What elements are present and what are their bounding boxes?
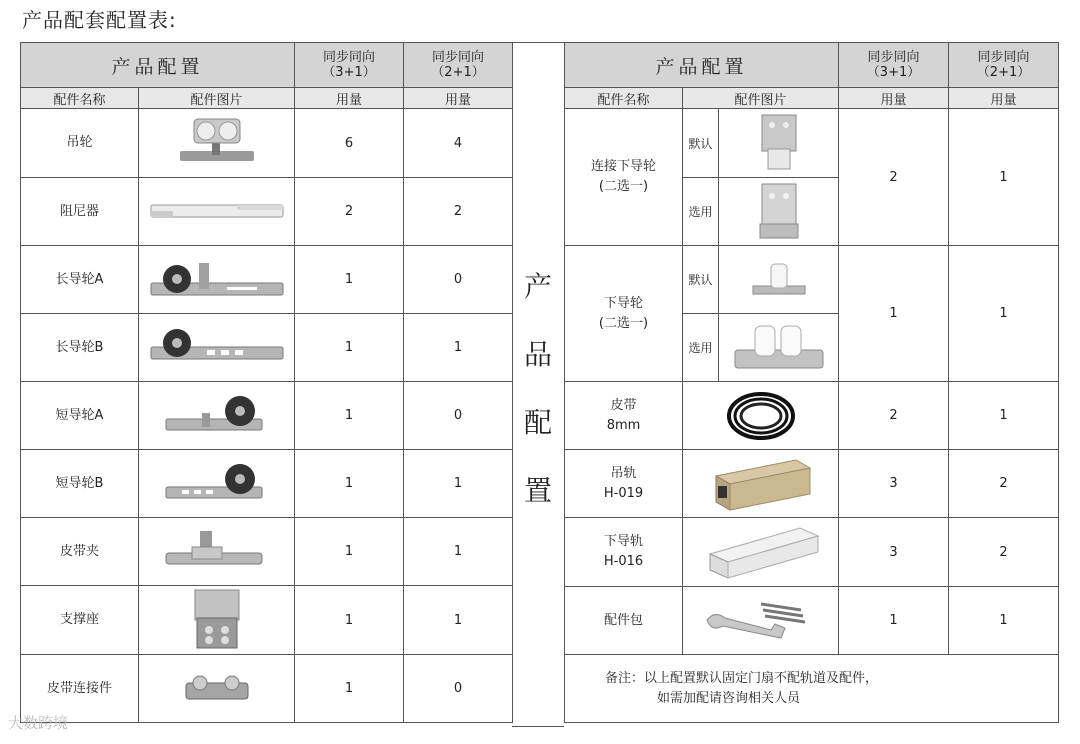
vertical-char: 置 — [523, 474, 552, 507]
option-default: 默认 — [683, 109, 719, 178]
part-name: 皮带连接件 — [21, 655, 139, 723]
accessory-pack-icon — [701, 596, 821, 646]
subheader-qty: 用量 — [404, 88, 513, 109]
qty-3plus1: 1 — [295, 450, 404, 518]
table-row — [21, 655, 513, 723]
part-name: 皮带夹 — [21, 518, 139, 586]
qty-2plus1: 0 — [404, 655, 513, 723]
long-guide-wheel-b-icon — [147, 323, 287, 373]
table-row — [21, 382, 513, 450]
table-row — [21, 450, 513, 518]
header-sync-2plus1: 同步同向 （2+1） — [404, 43, 513, 88]
lower-rail-icon — [696, 522, 826, 582]
qty-3plus1: 2 — [295, 178, 404, 246]
qty-2plus1: 1 — [949, 246, 1059, 382]
subheader-part-image: 配件图片 — [683, 88, 839, 109]
watermark: 大数跨境 — [8, 714, 69, 732]
qty-2plus1: 0 — [404, 246, 513, 314]
table-row — [21, 518, 513, 586]
qty-3plus1: 1 — [839, 246, 949, 382]
qty-3plus1: 1 — [295, 586, 404, 655]
qty-3plus1: 1 — [839, 587, 949, 655]
short-guide-wheel-a-icon — [162, 391, 272, 441]
header-sync-2plus1: 同步同向 （2+1） — [949, 43, 1059, 88]
table-row — [21, 246, 513, 314]
subheader-part-name: 配件名称 — [21, 88, 139, 109]
option-default: 默认 — [683, 246, 719, 314]
long-guide-wheel-a-icon — [147, 255, 287, 305]
table-row — [565, 450, 1059, 518]
qty-2plus1: 1 — [949, 382, 1059, 450]
part-name: 配件包 — [565, 587, 683, 655]
qty-2plus1: 2 — [404, 178, 513, 246]
header-sync-3plus1: 同步同向 （3+1） — [839, 43, 949, 88]
subheader-part-name: 配件名称 — [565, 88, 683, 109]
part-name: 短导轮A — [21, 382, 139, 450]
subheader-qty: 用量 — [949, 88, 1059, 109]
connect-guide-optional-icon — [754, 182, 804, 242]
qty-3plus1: 6 — [295, 109, 404, 178]
header-sync-3plus1: 同步同向 （3+1） — [295, 43, 404, 88]
lower-guide-optional-icon — [729, 320, 829, 376]
table-row — [565, 109, 1059, 178]
subheader-part-image: 配件图片 — [139, 88, 295, 109]
part-name: 短导轮B — [21, 450, 139, 518]
qty-2plus1: 1 — [404, 314, 513, 382]
qty-3plus1: 2 — [839, 382, 949, 450]
right-config-table — [564, 42, 1059, 723]
qty-2plus1: 1 — [949, 587, 1059, 655]
qty-2plus1: 0 — [404, 382, 513, 450]
table-row — [21, 586, 513, 655]
vertical-char: 品 — [523, 338, 552, 371]
qty-3plus1: 3 — [839, 518, 949, 587]
qty-3plus1: 1 — [295, 655, 404, 723]
part-name: 阻尼器 — [21, 178, 139, 246]
vertical-char: 产 — [523, 270, 552, 303]
left-config-table — [20, 42, 513, 723]
option-optional: 选用 — [683, 314, 719, 382]
qty-3plus1: 1 — [295, 518, 404, 586]
qty-2plus1: 1 — [404, 586, 513, 655]
qty-2plus1: 1 — [404, 518, 513, 586]
belt-connector-icon — [182, 669, 252, 709]
part-name: 吊轮 — [21, 109, 139, 178]
part-name: 连接下导轮 (二选一) — [565, 109, 683, 246]
subheader-qty: 用量 — [839, 88, 949, 109]
support-seat-icon — [187, 588, 247, 652]
qty-2plus1: 2 — [949, 450, 1059, 518]
vertical-char: 配 — [523, 406, 552, 439]
table-row — [21, 178, 513, 246]
part-name: 支撑座 — [21, 586, 139, 655]
belt-clip-icon — [162, 527, 272, 577]
qty-3plus1: 1 — [295, 246, 404, 314]
table-row — [565, 246, 1059, 314]
part-name: 下导轮 (二选一) — [565, 246, 683, 382]
part-name: 长导轮A — [21, 246, 139, 314]
table-row — [21, 314, 513, 382]
header-product-config: 产品配置 — [21, 43, 295, 88]
qty-2plus1: 1 — [949, 109, 1059, 246]
qty-3plus1: 2 — [839, 109, 949, 246]
part-name: 皮带 8mm — [565, 382, 683, 450]
part-name: 下导轨 H-016 — [565, 518, 683, 587]
table-row — [565, 587, 1059, 655]
note-remark: 备注：以上配置默认固定门扇不配轨道及配件， 如需加配请咨询相关人员 — [565, 655, 1059, 723]
qty-3plus1: 1 — [295, 314, 404, 382]
qty-3plus1: 1 — [295, 382, 404, 450]
part-name: 吊轨 H-019 — [565, 450, 683, 518]
subheader-qty: 用量 — [295, 88, 404, 109]
hanging-wheel-icon — [172, 113, 262, 173]
damper-icon — [147, 197, 287, 227]
connect-guide-default-icon — [754, 113, 804, 173]
short-guide-wheel-b-icon — [162, 459, 272, 509]
option-optional: 选用 — [683, 178, 719, 246]
qty-2plus1: 4 — [404, 109, 513, 178]
qty-2plus1: 1 — [404, 450, 513, 518]
belt-coil-icon — [721, 386, 801, 446]
hanging-rail-icon — [706, 454, 816, 514]
lower-guide-default-icon — [749, 260, 809, 300]
qty-2plus1: 2 — [949, 518, 1059, 587]
middle-vertical-label — [512, 42, 564, 727]
header-product-config: 产品配置 — [565, 43, 839, 88]
table-row — [21, 109, 513, 178]
table-row — [565, 518, 1059, 587]
table-row — [565, 382, 1059, 450]
part-name: 长导轮B — [21, 314, 139, 382]
qty-3plus1: 3 — [839, 450, 949, 518]
page-title: 产品配套配置表: — [22, 8, 177, 32]
